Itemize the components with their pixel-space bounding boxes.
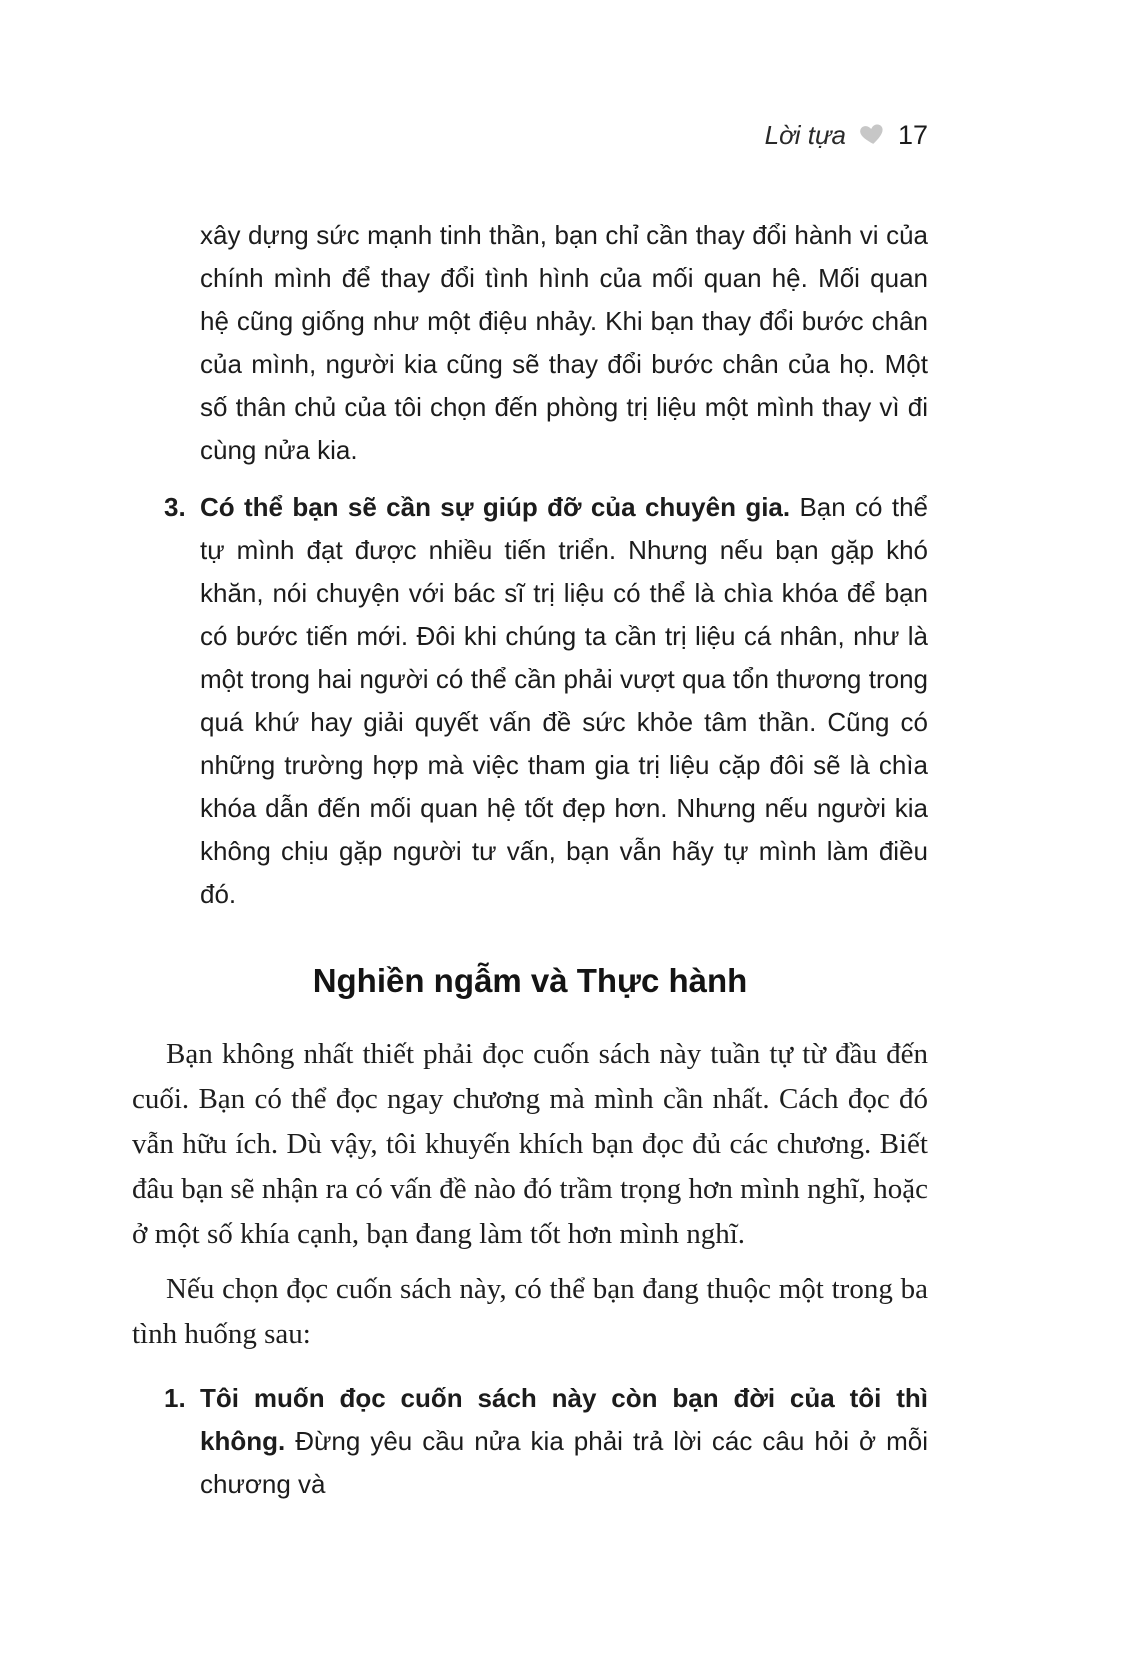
list-item-3	[164, 486, 928, 916]
paragraph-three-situations: Nếu chọn đọc cuốn sách này, có thể bạn đang thuộc một trong ba tình huống sau:	[132, 1273, 928, 1350]
item2-continuation-text: xây dựng sức mạnh tinh thần, bạn chỉ cần thay đổi hành vi của chính mình để thay đổi tình hình của mối quan hệ. Mối quan hệ cũng giống như một điệu nhảy. Khi bạn thay đổi bước chân của mình, người kia cũng sẽ thay đổi bước chân của họ. Một số thân chủ của tôi chọn đến phòng trị liệu một mình thay vì đi cùng nửa kia.	[200, 220, 928, 465]
page-number: 17	[897, 119, 928, 150]
list-item-1-lead: Tôi muốn đọc cuốn sách này còn bạn đời của tôi thì không.	[200, 1383, 928, 1456]
list-item-1-body	[200, 1377, 928, 1506]
section-heading: Nghiền ngẫm và Thực hành	[312, 962, 748, 999]
list-item-3-lead: Có thể bạn sẽ cần sự giúp đỡ của chuyên gia.	[200, 492, 791, 522]
list-item-1-number: 1.	[164, 1383, 186, 1413]
list-item-3-number: 3.	[164, 492, 186, 522]
paragraph-reading-order: Bạn không nhất thiết phải đọc cuốn sách này tuần tự từ đầu đến cuối. Bạn có thể đọc ngay chương mà mình cần nhất. Cách đọc đó vẫn hữu ích. Dù vậy, tôi khuyến khích bạn đọc đủ các chương. Biết đâu bạn sẽ nhận ra có vấn đề nào đó trầm trọng hơn mình nghĩ, hoặc ở một số khía cạnh, bạn đang làm tốt hơn mình nghĩ.	[132, 1038, 928, 1250]
paragraph-item2-continuation	[200, 214, 928, 472]
running-title: Lời tựa	[764, 119, 846, 150]
list-item-3-body	[200, 486, 928, 916]
list-item-1-text: Đừng yêu cầu nửa kia phải trả lời các câu hỏi ở mỗi chương và	[200, 1426, 928, 1499]
heart-icon	[859, 122, 886, 147]
page-header	[132, 118, 928, 152]
list-item-1	[164, 1377, 928, 1506]
list-item-3-text: Bạn có thể tự mình đạt được nhiều tiến triển. Nhưng nếu bạn gặp khó khăn, nói chuyện với bác sĩ trị liệu có thể là chìa khóa để bạn có bước tiến mới. Đôi khi chúng ta cần trị liệu cá nhân, như là một trong hai người có thể cần phải vượt qua tổn thương trong quá khứ hay giải quyết vấn đề sức khỏe tâm thần. Cũng có những trường hợp mà việc tham gia trị liệu cặp đôi sẽ là chìa khóa dẫn đến mối quan hệ tốt đẹp hơn. Nhưng nếu người kia không chịu gặp người tư vấn, bạn vẫn hãy tự mình làm điều đó.	[200, 492, 928, 909]
